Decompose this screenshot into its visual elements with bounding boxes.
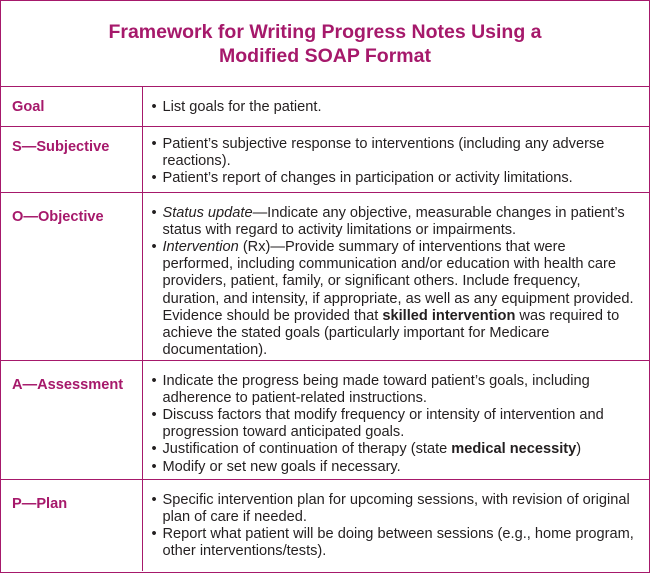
row-label: S—Subjective — [1, 126, 142, 192]
row-label: Goal — [1, 87, 142, 126]
row-label: O—Objective — [1, 192, 142, 360]
list-item: • Justification of continuation of therapy (state medical necessity) — [151, 441, 640, 458]
row-content — [142, 479, 649, 571]
row-label: A—Assessment — [1, 360, 142, 479]
list-item: • Patient’s report of changes in participation or activity limitations. — [151, 170, 640, 187]
row-label: P—Plan — [1, 479, 142, 571]
list-item: • Report what patient will be doing between sessions (e.g., home program, other interventions/tests). — [151, 526, 640, 560]
list-item: • Specific intervention plan for upcoming sessions, with revision of original plan of care if needed. — [151, 492, 640, 526]
list-item: • List goals for the patient. — [151, 99, 640, 116]
list-item: • Modify or set new goals if necessary. — [151, 459, 640, 476]
title-line-2: Modified SOAP Format — [219, 45, 431, 67]
soap-rows — [1, 87, 649, 571]
list-item: • Status update—Indicate any objective, measurable changes in patient’s status with regard to activity limitations or impairments. — [151, 205, 640, 239]
row-assessment — [1, 360, 649, 479]
table-title — [1, 1, 649, 87]
list-item: • Discuss factors that modify frequency or intensity of intervention and progression toward anticipated goals. — [151, 407, 640, 441]
title-line-1: Framework for Writing Progress Notes Using a — [108, 21, 542, 43]
row-plan — [1, 479, 649, 571]
row-content — [142, 192, 649, 360]
list-item: • Indicate the progress being made toward patient’s goals, including adherence to patient-related instructions. — [151, 373, 640, 407]
row-subjective — [1, 126, 649, 192]
list-item: • Patient’s subjective response to interventions (including any adverse reactions). — [151, 136, 640, 170]
list-item: • Intervention (Rx)—Provide summary of interventions that were performed, including communication and/or education with health care providers, patient, family, or significant others. Include frequency, duration, and intensity, if appropriate, as well as any equipment provided. Evidence should be provided that skilled intervention was required to achieve the stated goals (particularly important for Medicare documentation). — [151, 239, 640, 359]
row-goal — [1, 87, 649, 126]
row-content — [142, 360, 649, 479]
row-objective — [1, 192, 649, 360]
row-content — [142, 87, 649, 126]
row-content — [142, 126, 649, 192]
